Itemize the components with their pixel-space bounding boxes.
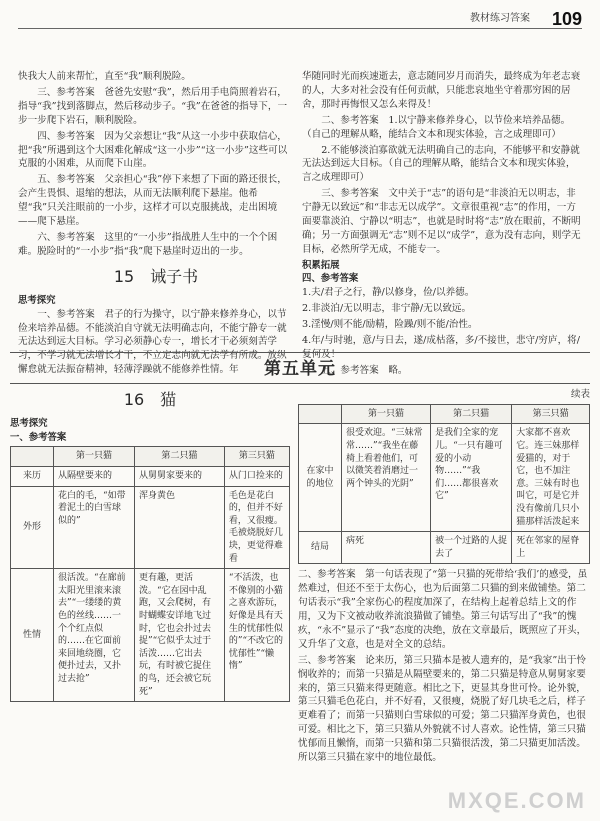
table-header: 第三只猫 xyxy=(224,447,289,467)
lesson-15-title: 15 诫子书 xyxy=(113,266,199,286)
table-cell: 大家都不喜欢它。连三妹那样爱猫的，对于它，也不加注意。三妹有时也叫它，可是它并没有像前几只小猫那样活泼起来 xyxy=(512,424,590,532)
table-cell: 很受欢迎。“三妹常常……”“我坐在藤椅上看着他们，可以微笑着消磨过一两个钟头的光阴” xyxy=(342,424,431,532)
answer-line: 四、参考答案 因为父亲想让“我”从这一小步中获取信心，把“我”所遇到这个大困难化解成“这一小步”“这一小步”这些可以克服的小困难，从而爬下山崖。 xyxy=(18,130,288,170)
item4-heading: 四、参考答案 xyxy=(302,273,359,285)
lower-right-column xyxy=(298,388,590,765)
answer-line: 三、参考答案 爸爸先安慰“我”，然后用手电筒照着岩石，指导“我”找到落脚点，然后移动步子。“我”在爸爸的指导下，一步一步爬下岩石，顺利脱险。 xyxy=(18,86,288,126)
unit-title: 第五单元 xyxy=(264,359,336,379)
table-cell: 浑身黄色 xyxy=(134,486,224,569)
table-cell: “不活泼，也不像别的小猫之喜欢游玩，好像是具有天生的忧郁性似的”“不改它的忧郁性”“懒惰” xyxy=(224,569,289,702)
item5: 五、参考答案 略。 xyxy=(321,364,408,376)
table-header: 第一只猫 xyxy=(54,447,135,467)
section-heading: 思考探究 xyxy=(18,294,56,306)
table-header: 第一只猫 xyxy=(342,404,431,424)
section-heading-extend: 积累拓展 xyxy=(302,259,340,271)
table-header: 第三只猫 xyxy=(512,404,590,424)
table-cell: 是我们全家的宠儿。“一只有趣可爱的小动物……”“我们……都很喜欢它” xyxy=(431,424,512,532)
answer-line: 六、参考答案 这里的“一小步”指战胜人生中的一个个困难。脱险时的“一小步”指“我”爬下悬崖时迈出的一步。 xyxy=(18,231,278,257)
table-row xyxy=(299,532,590,564)
table-cell: 病死 xyxy=(342,532,431,564)
table-cell: 更有趣，更活泼。“它在园中乱跑，又会爬树，有时蝴蝶安详地飞过时，它也会扑过去捉”“它似乎太过于活泼……它出去玩，有时被它捉住的鸟，还会被它玩死” xyxy=(134,569,224,702)
table-cell: 很活泼。“在廊前太阳光里滚来滚去”“一缕缕的黄色的丝线……一个个红点似的……在它面前来回地绕圈，它便扑过去，又扑过去抢” xyxy=(54,569,135,702)
table-cell: 从门口捡来的 xyxy=(224,467,289,487)
table-row xyxy=(11,467,290,487)
table-cell: 毛色是花白的，但并不好看，又很瘦。毛被烧脱好几块，更觉得难看 xyxy=(224,486,289,569)
table-row xyxy=(11,486,290,569)
list-item: 2.非淡泊/无以明志，非宁静/无以致远。 xyxy=(302,302,472,314)
table-cell: 从舅舅家要来的 xyxy=(134,467,224,487)
lower-left-column xyxy=(10,388,290,702)
row-label: 在家中的地位 xyxy=(299,424,342,532)
answer-3: 三、参考答案 论来历，第三只猫本是被人遗弃的，是“我家”出于怜悯收养的；而第一只猫是从隔壁要来的，第二只猫是特意从舅舅家要来的，第三只猫来得更随意。相比之下，更显其身世可怜。论外貌，第三只猫毛色花白，并不好看，又很瘦，烧脱了好几块毛之后，样子更难看了；而第一只猫则白雪球似的可爱；第二只猫浑身黄色，也很可爱。相比之下，第三只猫从外貌就不讨人喜欢。论性情，第三只猫忧郁而且懒惰，而第一只猫和第二只猫很活泼，第二只猫更加活泼。所以第三只猫在家中的地位最低。 xyxy=(298,654,587,764)
table-row xyxy=(299,424,590,532)
answer-line: 2.不能够淡泊寡欲就无法明确自己的志向，不能够平和安静就无法达到远大目标。（自己的理解从略，能结合文本和现实体验，言之成理即可） xyxy=(302,144,580,184)
cat-table-part2 xyxy=(298,404,590,565)
table-header: 第二只猫 xyxy=(134,447,224,467)
page-number: 109 xyxy=(551,9,582,29)
answer-line: 三、参考答案 文中关于“志”的语句是“非淡泊无以明志，非宁静无以致远”和“非志无以成学”。文章很重视“志”的作用，一方面要靠淡泊、宁静以“明志”，也就是时时将“志”放在眼前，不断明确；另一方面强调无“志”则不足以“成学”，意为没有志向，则学无目标，必然所学无成，不能专一。 xyxy=(302,188,581,255)
list-item: 3.淫慢/则不能/励精，险躁/则不能/治性。 xyxy=(302,318,478,330)
upper-right-column xyxy=(302,70,584,379)
table-cell: 花白的毛，“如带着泥土的白雪球似的” xyxy=(54,486,135,569)
answer-line: 华随同时光而疾速逝去，意志随同岁月而消失，最终成为年老志衰的人，大多对社会没有任何贡献，只能悲哀地坐守着那穷困的居舍，那时再悔恨又怎么来得及！ xyxy=(302,71,581,110)
header-label: 教材练习答案 xyxy=(470,13,530,24)
page-header xyxy=(18,6,582,29)
list-item: 1.夫/君子之行，静/以修身，俭/以养德。 xyxy=(302,287,475,299)
q1-heading: 一、参考答案 xyxy=(10,431,67,443)
continued-label: 续表 xyxy=(570,389,590,400)
lesson-16-title: 16 猫 xyxy=(123,390,177,409)
cat-table-part1 xyxy=(10,446,290,702)
answer-line: 二、参考答案 1.以宁静来修养身心，以节俭来培养品德。（自己的理解从略，能结合文本和现实体验，言之成理即可） xyxy=(302,114,571,140)
answer-line: 五、参考答案 父亲担心“我”停下来想了下面的路还很长，会产生畏惧、退缩的想法，从而无法顺利爬下悬崖。他希望“我”只关注眼前的一小步，这样才可以克服挑战，走出困境——爬下悬崖。 xyxy=(18,174,287,228)
table-row xyxy=(11,569,290,702)
watermark: MXQE.COM xyxy=(447,788,586,814)
upper-right-answers xyxy=(302,70,584,257)
table-header xyxy=(299,404,342,424)
answer-2: 二、参考答案 第一句话表现了“第一只猫的死带给‘我们’的感受，虽然难过，但还不至于太伤心，也为后面第二只猫的到来做铺垫。第二句话表示“我”全家伤心的程度加深了，在结构上起着总结上文的作用，又为下文被动收养流浪猫做了铺垫。第三句话写出了“我”的愧疚，“永不”显示了“我”态度的决绝，放在文章最后，既照应了开头，又升华了文意，也是对全文的总结。 xyxy=(298,569,588,650)
section-heading-16: 思考探究 xyxy=(10,418,48,430)
table-header: 第二只猫 xyxy=(431,404,512,424)
unit-banner xyxy=(10,352,590,384)
table-header xyxy=(11,447,54,467)
table-cell: 被一个过路的人捉去了 xyxy=(431,532,512,564)
answer-line: 一、参考答案 君子的行为操守，以宁静来修养身心，以节俭来培养品德。不能淡泊自守就无法明确志向，不能宁静专一就无法达到远大目标。学习必须静心专一，增长才干必须刻苦学习，不学习就无法增长才干，不立定志向就无法学有所成。放纵懈怠就无法振奋精神，轻薄浮躁就不能修养性情。年 xyxy=(18,308,287,376)
row-label: 性情 xyxy=(11,569,54,702)
row-label: 外形 xyxy=(11,486,54,569)
item4-list xyxy=(302,286,584,362)
answer-line: 快我大人前来帮忙，直至“我”顺利脱险。 xyxy=(18,71,191,82)
upper-left-column xyxy=(18,70,294,379)
row-label: 结局 xyxy=(299,532,342,564)
upper-left-answers xyxy=(18,70,294,259)
table-cell: 死在邻家的屋脊上 xyxy=(512,532,590,564)
row-label: 来历 xyxy=(11,467,54,487)
list-item: 4.年/与时驰，意/与日去，遂/成枯落，多/不接世，悲守/穷庐，将/复何及！ xyxy=(302,334,580,360)
table-cell: 从隔壁要来的 xyxy=(54,467,135,487)
